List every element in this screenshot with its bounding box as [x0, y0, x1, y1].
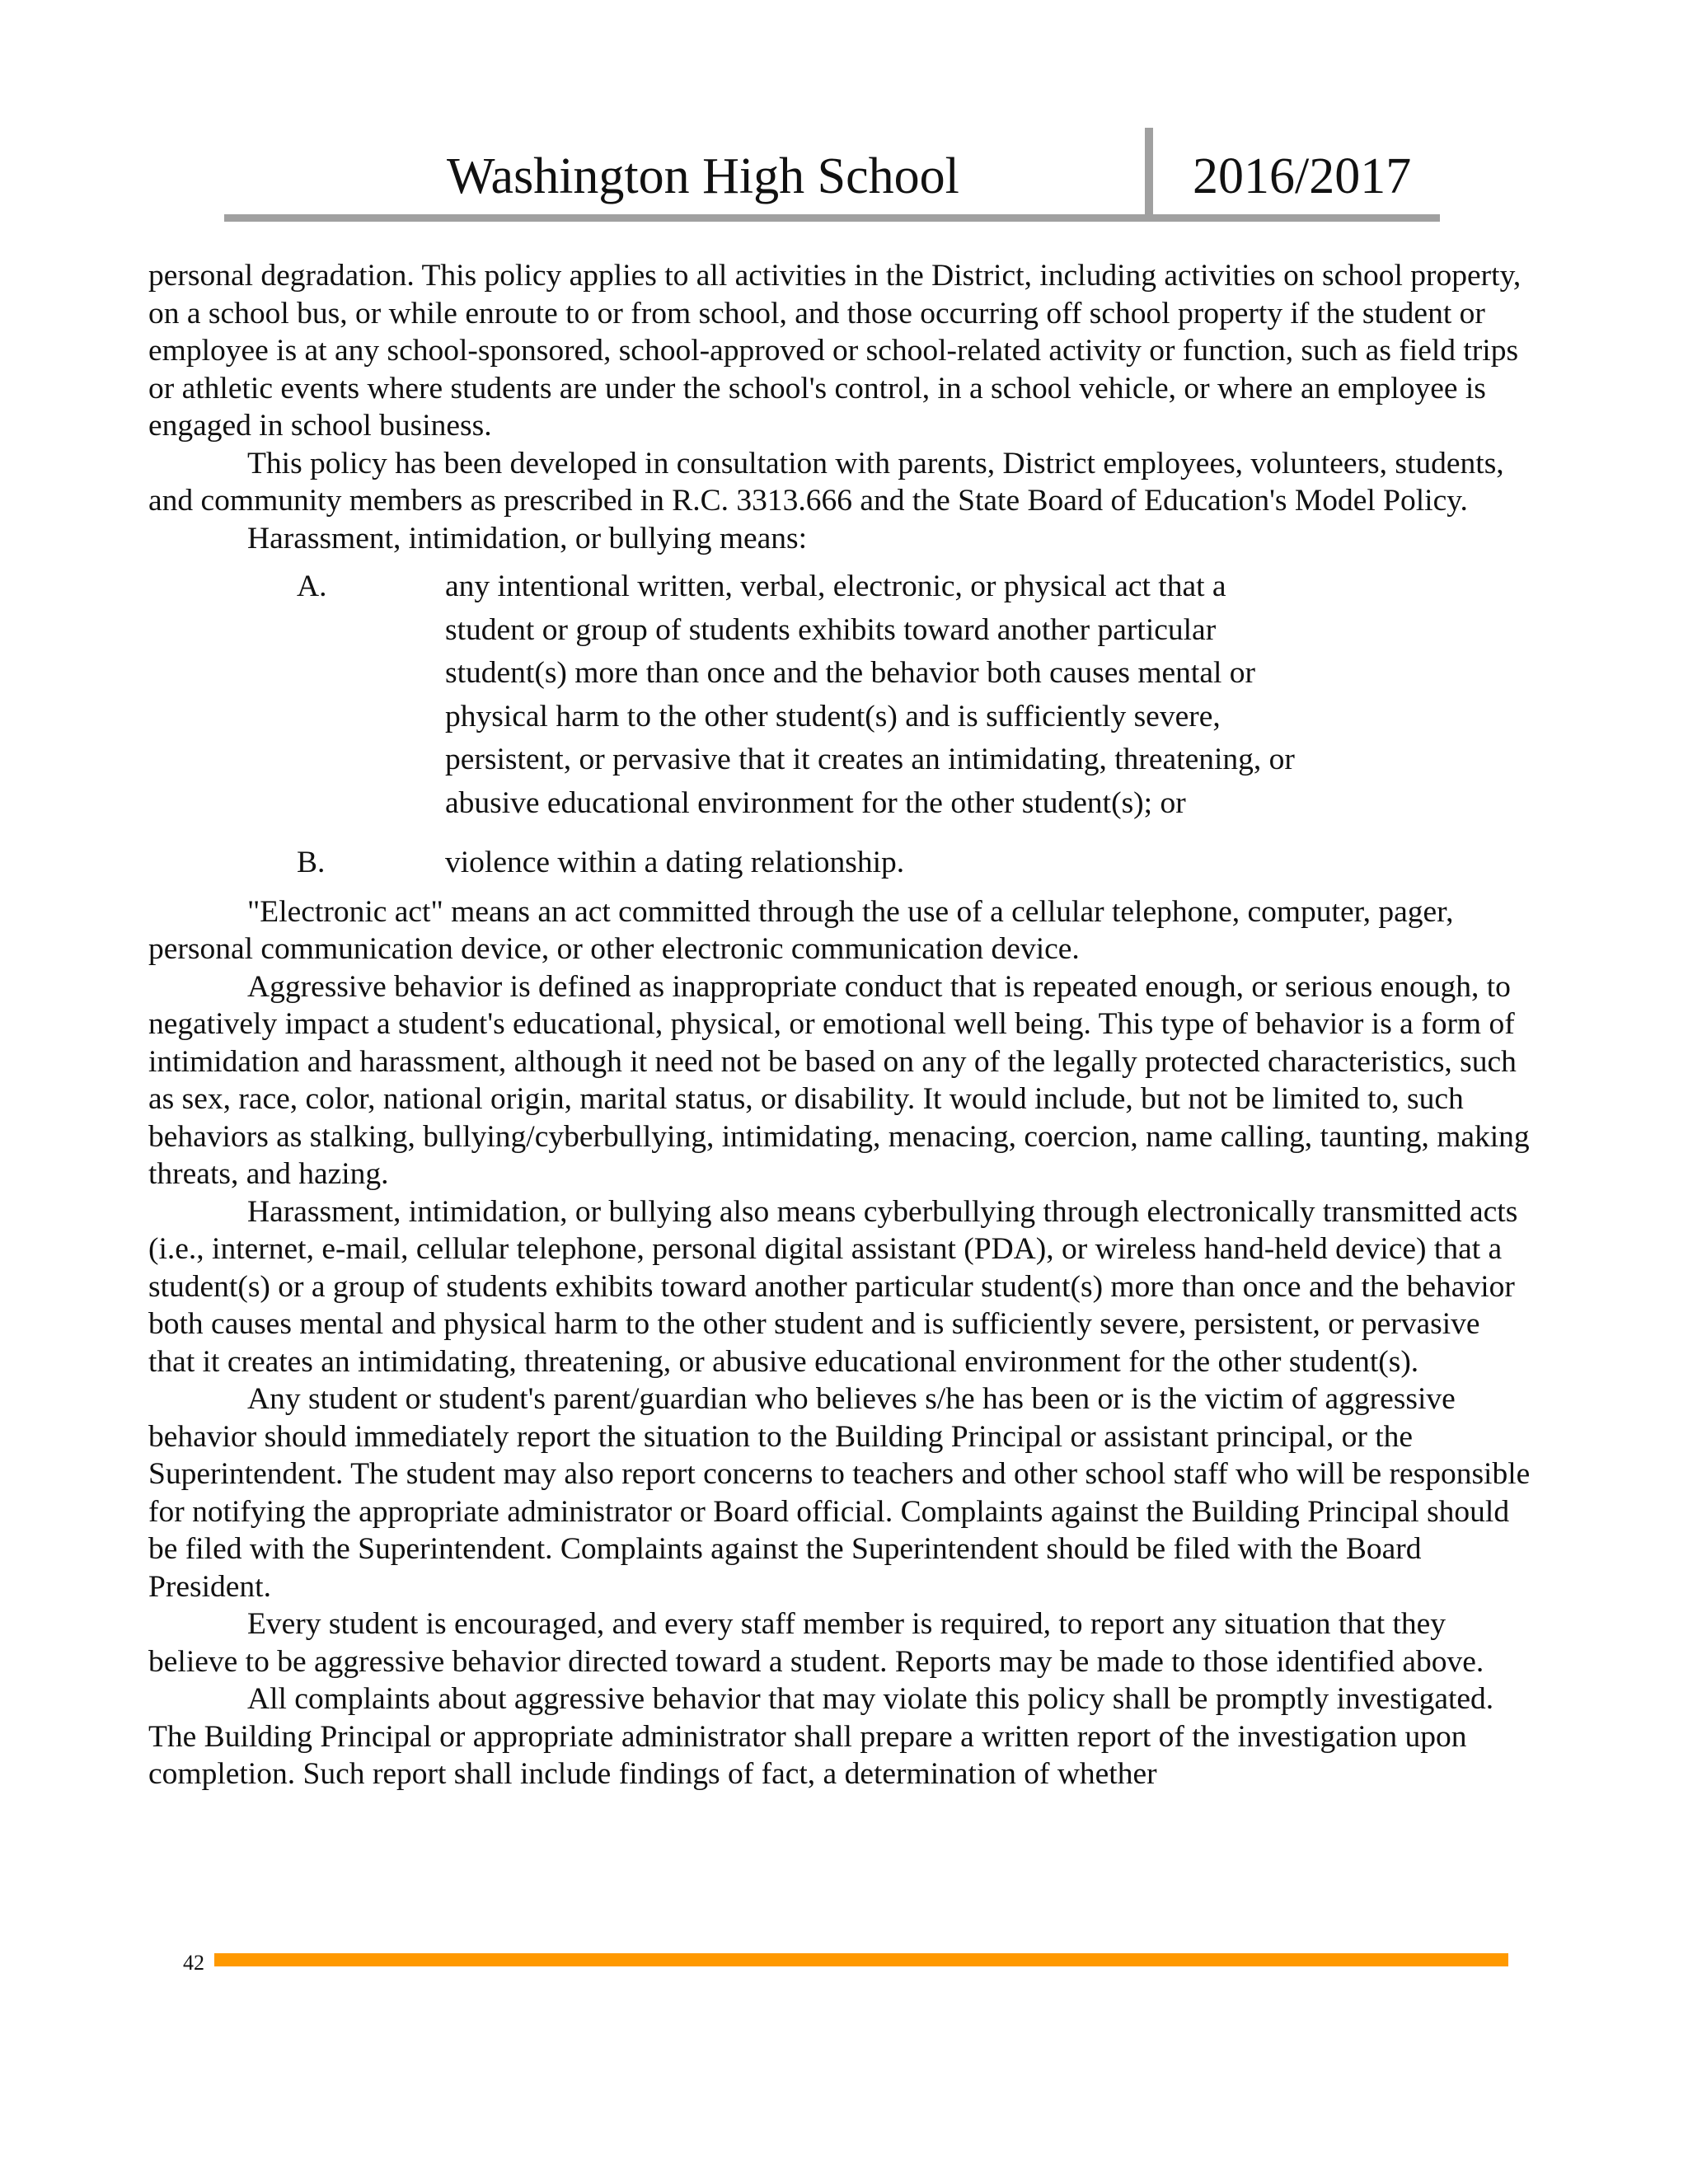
header-rule	[224, 214, 1440, 222]
list-item-text: any intentional written, verbal, electronic, or physical act that a student or group of students exhibits toward another particular student(s) more than once and the behavior both causes mental or physical harm to the other student(s) and is sufficiently severe, persistent, or pervasive that it creates an intimidating, threatening, or abusive educational environment for the other student(s); or	[445, 569, 1295, 820]
paragraph-consultation: This policy has been developed in consultation with parents, District employees, volunteers, students, and community members as prescribed in R.C. 3313.666 and the State Board of Education's Model Policy.	[148, 446, 1504, 518]
policy-body	[148, 257, 1533, 1793]
paragraph-continued: personal degradation. This policy applies to all activities in the District, including activities on school property, on a school bus, or while enroute to or from school, and those occurring off school property if the student or employee is at any school-sponsored, school-approved or school-related activity or function, such as field trips or athletic events where students are under the school's control, in a school vehicle, or where an employee is engaged in school business.	[148, 259, 1522, 443]
header-school-name: Washington High School	[447, 148, 959, 204]
list-item	[148, 565, 1533, 825]
page-number: 42	[183, 1951, 204, 1975]
paragraph-cyberbullying: Harassment, intimidation, or bullying also means cyberbullying through electronically transmitted acts (i.e., internet, e-mail, cellular telephone, personal digital assistant (PDA), or wireless hand-held device) that a student(s) or a group of students exhibits toward another particular student(s) more than once and the behavior both causes mental and physical harm to the other student and is sufficiently severe, persistent, or pervasive that it creates an intimidating, threatening, or abusive educational environment for the other student(s).	[148, 1194, 1518, 1379]
list-item-letter: B.	[297, 846, 326, 879]
list-item	[148, 841, 1533, 885]
paragraph-definition-intro: Harassment, intimidation, or bullying means:	[247, 521, 808, 555]
footer-bar	[214, 1953, 1508, 1966]
paragraph-electronic-act: "Electronic act" means an act committed through the use of a cellular telephone, computer, pager, personal communication device, or other electronic communication device.	[148, 894, 1454, 966]
paragraph-aggressive-behavior: Aggressive behavior is defined as inappropriate conduct that is repeated enough, or serious enough, to negatively impact a student's educational, physical, or emotional well being. This type of behavior is a form of intimidation and harassment, although it need not be based on any of the legally protected characteristics, such as sex, race, color, national origin, marital status, or disability. It would include, but not be limited to, such behaviors as stalking, bullying/cyberbullying, intimidating, menacing, coercion, name calling, taunting, making threats, and hazing.	[148, 969, 1530, 1191]
paragraph-investigation: All complaints about aggressive behavior that may violate this policy shall be promptly investigated. The Building Principal or appropriate administrator shall prepare a written report of the investigation upon completion. Such report shall include findings of fact, a determination of whether	[148, 1682, 1494, 1791]
paragraph-reporting: Any student or student's parent/guardian who believes s/he has been or is the victim of aggressive behavior should immediately report the situation to the Building Principal or assistant principal, or the Superintendent. The student may also report concerns to teachers and other school staff who will be responsible for notifying the appropriate administrator or Board official. Complaints against the Building Principal should be filed with the Superintendent. Complaints against the Superintendent should be filed with the Board President.	[148, 1382, 1531, 1604]
header-school-year: 2016/2017	[1193, 148, 1412, 204]
list-item-letter: A.	[297, 569, 327, 603]
paragraph-staff-reporting: Every student is encouraged, and every staff member is required, to report any situation that they believe to be aggressive behavior directed toward a student. Reports may be made to those identified above.	[148, 1607, 1484, 1679]
definition-list	[148, 565, 1533, 885]
header-divider	[1145, 128, 1153, 218]
list-item-text: violence within a dating relationship.	[445, 846, 905, 879]
page-header	[224, 124, 1440, 223]
